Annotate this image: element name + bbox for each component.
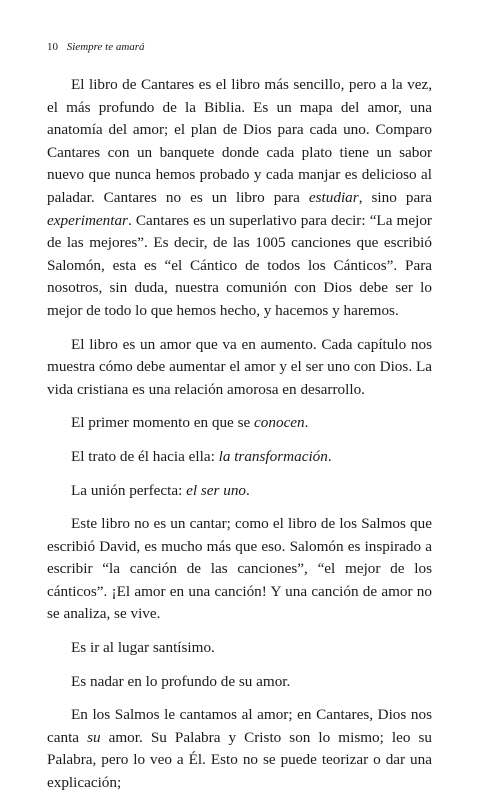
text-run: Este libro no es un cantar; como el libro de los Salmos que escribió David, es mucho más que eso. Salomón es inspirado a escribir “la canción de las canciones”, “el mejor de los cánticos”. ¡El amor en una canción! Y una canción de amor no se analiza, se vive. [47,515,432,623]
text-run: El trato de él hacia ella: [71,447,219,465]
paragraph-perfect-union [47,480,432,503]
text-run: . [327,447,332,465]
text-run: Es nadar en lo profundo de su amor. [71,672,291,690]
paragraph-holy-place [47,637,432,660]
text-run: . Cantares es un superlativo para decir: “La mejor de las mejores”. Es decir, de las 1005 canciones que escribió Salomón, esta es “el Cántico de todos los Cánticos”. Para nosotros, sin duda, nuestra comunión con Dios debe ser lo mejor de todo lo que hemos hecho, y hacemos y haremos. [47,211,432,319]
text-run: amor. Su Palabra y Cristo son lo mismo; leo su Palabra, pero lo veo a Él. Esto no se puede teorizar o dar una explicación; [47,728,432,792]
book-title: Siempre te amará [66,41,145,53]
text-run: . [304,414,309,432]
paragraph-swim [47,671,432,694]
emphasis-run: estudiar [308,188,359,206]
paragraph-intro [47,74,432,323]
emphasis-run: experimentar [47,211,128,229]
emphasis-run: la transformación [218,447,328,465]
paragraph-growing-love [47,334,432,402]
text-run: Es ir al lugar santísimo. [71,639,215,657]
paragraph-treatment [47,446,432,469]
text-run: El libro de Cantares es el libro más sencillo, pero a la vez, el más profundo de la Biblia. Es un mapa del amor, una anatomía del amor; el plan de Dios para cada uno. Comparo Cantares con un banquete donde cada plato tiene un sabor nuevo que nunca hemos probado y cada manjar es delicioso al paladar. Cantares no es un libro para [47,76,432,206]
text-run: , sino para [358,188,433,206]
text-run: . [246,481,250,499]
paragraph-song [47,513,432,626]
running-head [47,40,432,54]
text-run: En los Salmos le cantamos al amor; en Cantares, Dios nos canta [47,706,432,746]
body-text [47,74,432,795]
paragraph-first-moment [47,412,432,435]
book-page [47,40,432,806]
emphasis-run: el ser uno [186,481,247,499]
text-run: El primer momento en que se [71,414,255,432]
paragraph-psalms [47,704,432,794]
page-number: 10 [47,41,58,53]
text-run: El libro es un amor que va en aumento. Cada capítulo nos muestra cómo debe aumentar el amor y el ser uno con Dios. La vida cristiana es una relación amorosa en desarrollo. [47,335,432,398]
emphasis-run: su [87,728,101,746]
emphasis-run: conocen [254,414,305,432]
text-run: La unión perfecta: [71,481,187,499]
